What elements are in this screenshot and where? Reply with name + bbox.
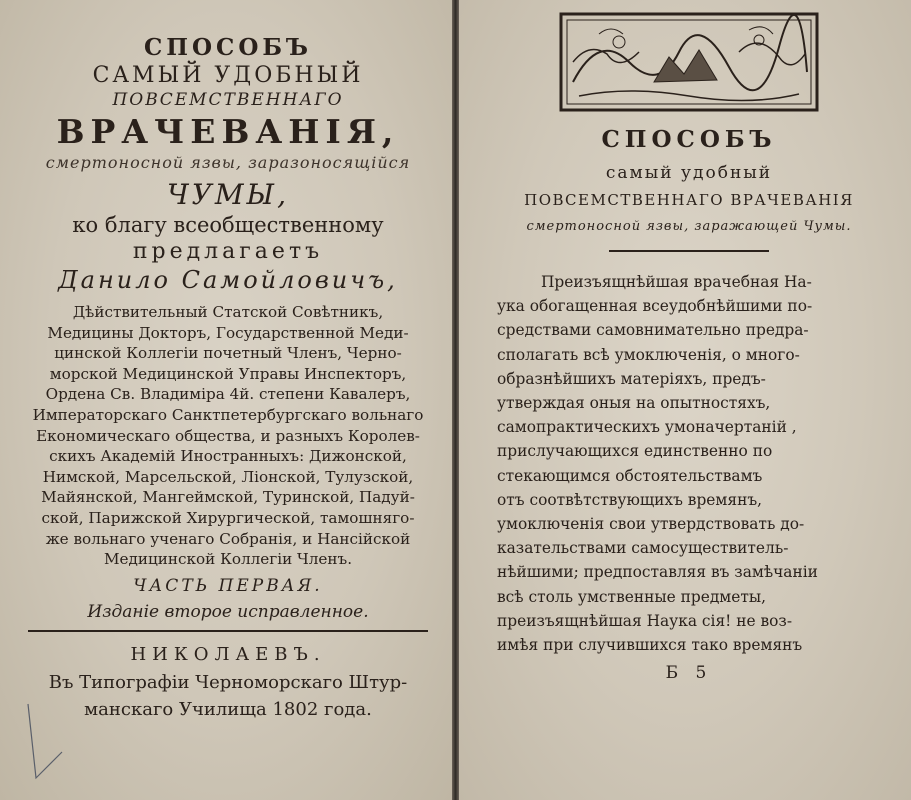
body-line: образнѣйшихъ матеріяхъ, предъ- <box>497 369 766 388</box>
body-line: преизъящнѣйшая Наука сія! не воз- <box>497 611 793 630</box>
book-gutter <box>452 0 459 800</box>
body-line: умоключенія свои утвердствовать до- <box>497 515 805 534</box>
body-line: стекающимся обстоятельствамъ <box>497 466 763 485</box>
title-page-left <box>0 0 452 800</box>
text-page-right <box>459 0 911 800</box>
credential-line: Дѣйствительный Статской Совѣтникъ, <box>72 303 384 321</box>
author-name: Данило Самойловичъ, <box>58 266 398 294</box>
credential-line: же вольнаго ученаго Собранія, и Нансійской <box>45 529 411 548</box>
press-line: манскаго Училища 1802 года. <box>84 698 372 720</box>
body-line: казательствами самосуществитель- <box>497 539 789 558</box>
title-smertonosnoi: смертоносной язвы, заразоносящійся <box>45 153 411 172</box>
body-line: отъ соотвѣтствующихъ времянъ, <box>497 490 763 509</box>
title-vrachevaniya: ВРАЧЕВАНІЯ, <box>56 112 400 151</box>
author-credentials <box>18 302 438 570</box>
heading-subtitle: смертоносной язвы, заражающей Чумы. <box>526 219 852 234</box>
press-line: Въ Типографіи Черноморскаго Штур- <box>48 671 408 693</box>
body-line: самопрактическихъ умоначертаній , <box>497 418 797 437</box>
heading-samyi-udobnyi: самый удобный <box>605 163 773 183</box>
credential-line: Медицинской Коллегіи Членъ. <box>103 550 353 569</box>
divider-rule <box>28 630 428 632</box>
title-sposob: СПОСОБЪ <box>143 34 313 61</box>
body-line: прислучающихся единственно по <box>497 442 773 461</box>
body-line: ука обогащенная всеудобнѣйшими по- <box>497 297 813 316</box>
body-line: нѣйшими; предпоставляя въ замѣчаніи <box>497 563 818 582</box>
body-line: утверждая оныя на опытностяхъ, <box>497 394 771 413</box>
credential-line: Медицины Докторъ, Государственной Меди- <box>47 323 409 342</box>
imprint-city: НИКОЛАЕВЪ. <box>130 643 326 665</box>
credential-line: ской, Парижской Хирургической, тамошняго- <box>41 508 415 527</box>
edition-label: Изданіе второе исправленное. <box>87 601 369 622</box>
credential-line: Императорскаго Санктпетербургскаго вольнаго <box>32 405 424 424</box>
credential-line: морской Медицинской Управы Инспекторъ, <box>49 364 407 383</box>
title-predlagaet: предлагаетъ <box>132 239 324 264</box>
body-text <box>497 270 881 657</box>
body-line: имѣя при случившихся тако времянъ <box>497 636 803 655</box>
heading-rule <box>609 250 769 252</box>
body-line: всѣ столь умственные предметы, <box>497 587 767 606</box>
pencil-mark-icon <box>6 700 66 790</box>
heading-vrachevaniya: ПОВСЕМСТВЕННАГО ВРАЧЕВАНІЯ <box>524 191 854 209</box>
heading-sposob: СПОСОБЪ <box>601 126 777 153</box>
body-line: средствами самовнимательно предра- <box>497 321 809 340</box>
imprint-press <box>18 669 438 723</box>
credential-line: Нимской, Марсельской, Ліонской, Тулузской, <box>42 467 414 486</box>
body-line: Преизъящнѣйшая врачебная На- <box>541 273 812 291</box>
title-povsemstvennago: ПОВСЕМСТВЕННАГО <box>112 90 344 110</box>
title-samyi-udobnyi: САМЫЙ УДОБНЫЙ <box>92 63 364 88</box>
title-chumy: ЧУМЫ, <box>167 178 289 211</box>
title-ko-blagu: ко благу всеобщественному <box>72 213 384 237</box>
ornamental-headpiece-icon <box>559 12 819 112</box>
credential-line: скихъ Академій Иностранныхъ: Дижонской, <box>49 447 407 466</box>
credential-line: Ордена Св. Владиміра 4й. степени Кавалеръ, <box>45 385 411 404</box>
credential-line: Майянской, Мангеймской, Туринской, Падуй- <box>41 488 415 507</box>
part-label: ЧАСТЬ ПЕРВАЯ. <box>133 575 323 596</box>
credential-line: Економическаго общества, и разныхъ Королев- <box>36 426 420 445</box>
body-line: сполагать всѣ умоключенія, о много- <box>497 345 800 364</box>
signature-mark: Б 5 <box>665 663 713 684</box>
credential-line: цинской Коллегіи почетный Членъ, Черно- <box>54 344 402 363</box>
